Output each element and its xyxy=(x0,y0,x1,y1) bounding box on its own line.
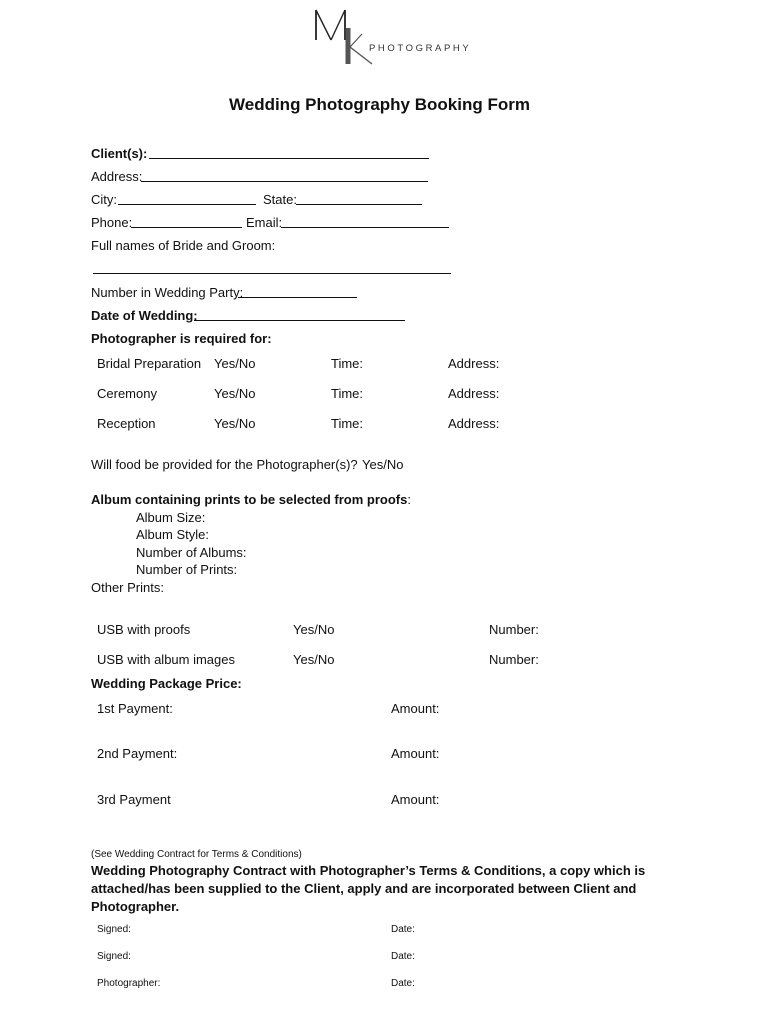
phone-field[interactable] xyxy=(131,227,242,228)
date-label: Date: xyxy=(391,978,415,989)
yes-no-option[interactable]: Yes/No xyxy=(214,386,256,401)
party-label: Number in Wedding Party: xyxy=(91,285,244,300)
yes-no-option[interactable]: Yes/No xyxy=(214,416,256,431)
yes-no-option[interactable]: Yes/No xyxy=(214,356,256,371)
usb-label: USB with proofs xyxy=(97,622,191,637)
signed-label: Signed: xyxy=(97,951,131,962)
address-field[interactable] xyxy=(141,181,428,182)
contract-note: (See Wedding Contract for Terms & Conditions) xyxy=(91,849,302,860)
event-label: Bridal Preparation xyxy=(97,356,202,371)
time-label: Time: xyxy=(331,356,364,371)
logo-wordmark: PHOTOGRAPHY xyxy=(369,43,472,54)
time-label: Time: xyxy=(331,386,364,401)
yes-no-option[interactable]: Yes/No xyxy=(293,622,335,637)
names-field[interactable] xyxy=(93,273,451,274)
signed-label: Signed: xyxy=(97,924,131,935)
date-label: Date: xyxy=(391,924,415,935)
date-of-wedding-label: Date of Wedding: xyxy=(91,308,198,323)
amount-label: Amount: xyxy=(391,792,440,807)
email-field[interactable] xyxy=(281,227,449,228)
event-label: Reception xyxy=(97,416,156,431)
address-label: Address: xyxy=(448,416,500,431)
address-label: Address: xyxy=(448,386,500,401)
payment-label: 1st Payment: xyxy=(97,701,173,716)
payment-label: 2nd Payment: xyxy=(97,746,178,761)
number-of-albums-label: Number of Albums: xyxy=(136,545,247,560)
number-of-prints-label: Number of Prints: xyxy=(136,562,238,577)
clients-field[interactable] xyxy=(149,158,429,159)
package-heading: Wedding Package Price: xyxy=(91,676,242,691)
album-style-label: Album Style: xyxy=(136,527,209,542)
city-field[interactable] xyxy=(118,204,256,205)
yes-no-option[interactable]: Yes/No xyxy=(293,652,335,667)
email-label: Email: xyxy=(246,215,283,230)
event-label: Ceremony xyxy=(97,386,157,401)
food-question: Will food be provided for the Photographer(s)? xyxy=(91,457,358,472)
payment-label: 3rd Payment xyxy=(97,792,171,807)
phone-label: Phone: xyxy=(91,215,133,230)
address-label: Address: xyxy=(448,356,500,371)
amount-label: Amount: xyxy=(391,746,440,761)
other-prints-label: Other Prints: xyxy=(91,580,164,595)
number-label: Number: xyxy=(489,622,539,637)
date-of-wedding-field[interactable] xyxy=(194,320,405,321)
city-label: City: xyxy=(91,192,117,207)
time-label: Time: xyxy=(331,416,364,431)
names-label: Full names of Bride and Groom: xyxy=(91,238,276,253)
address-label: Address: xyxy=(91,169,143,184)
page-title: Wedding Photography Booking Form xyxy=(229,95,530,114)
usb-label: USB with album images xyxy=(97,652,235,667)
food-yes-no-option[interactable]: Yes/No xyxy=(362,457,404,472)
album-heading: Album containing prints to be selected from proofs: xyxy=(91,492,411,507)
amount-label: Amount: xyxy=(391,701,440,716)
mk-monogram-icon xyxy=(312,6,382,68)
state-label: State: xyxy=(263,192,297,207)
state-field[interactable] xyxy=(296,204,422,205)
album-size-label: Album Size: xyxy=(136,510,206,525)
clients-label: Client(s): xyxy=(91,146,148,161)
number-label: Number: xyxy=(489,652,539,667)
contract-text: Wedding Photography Contract with Photographer’s Terms & Conditions, a copy which is attached/has been supplied to the Client, apply and are incorporated between Client and Photographer. xyxy=(91,863,646,914)
party-field[interactable] xyxy=(238,297,357,298)
date-label: Date: xyxy=(391,951,415,962)
photographer-heading: Photographer is required for: xyxy=(91,331,272,346)
photographer-signature-label: Photographer: xyxy=(97,978,161,989)
